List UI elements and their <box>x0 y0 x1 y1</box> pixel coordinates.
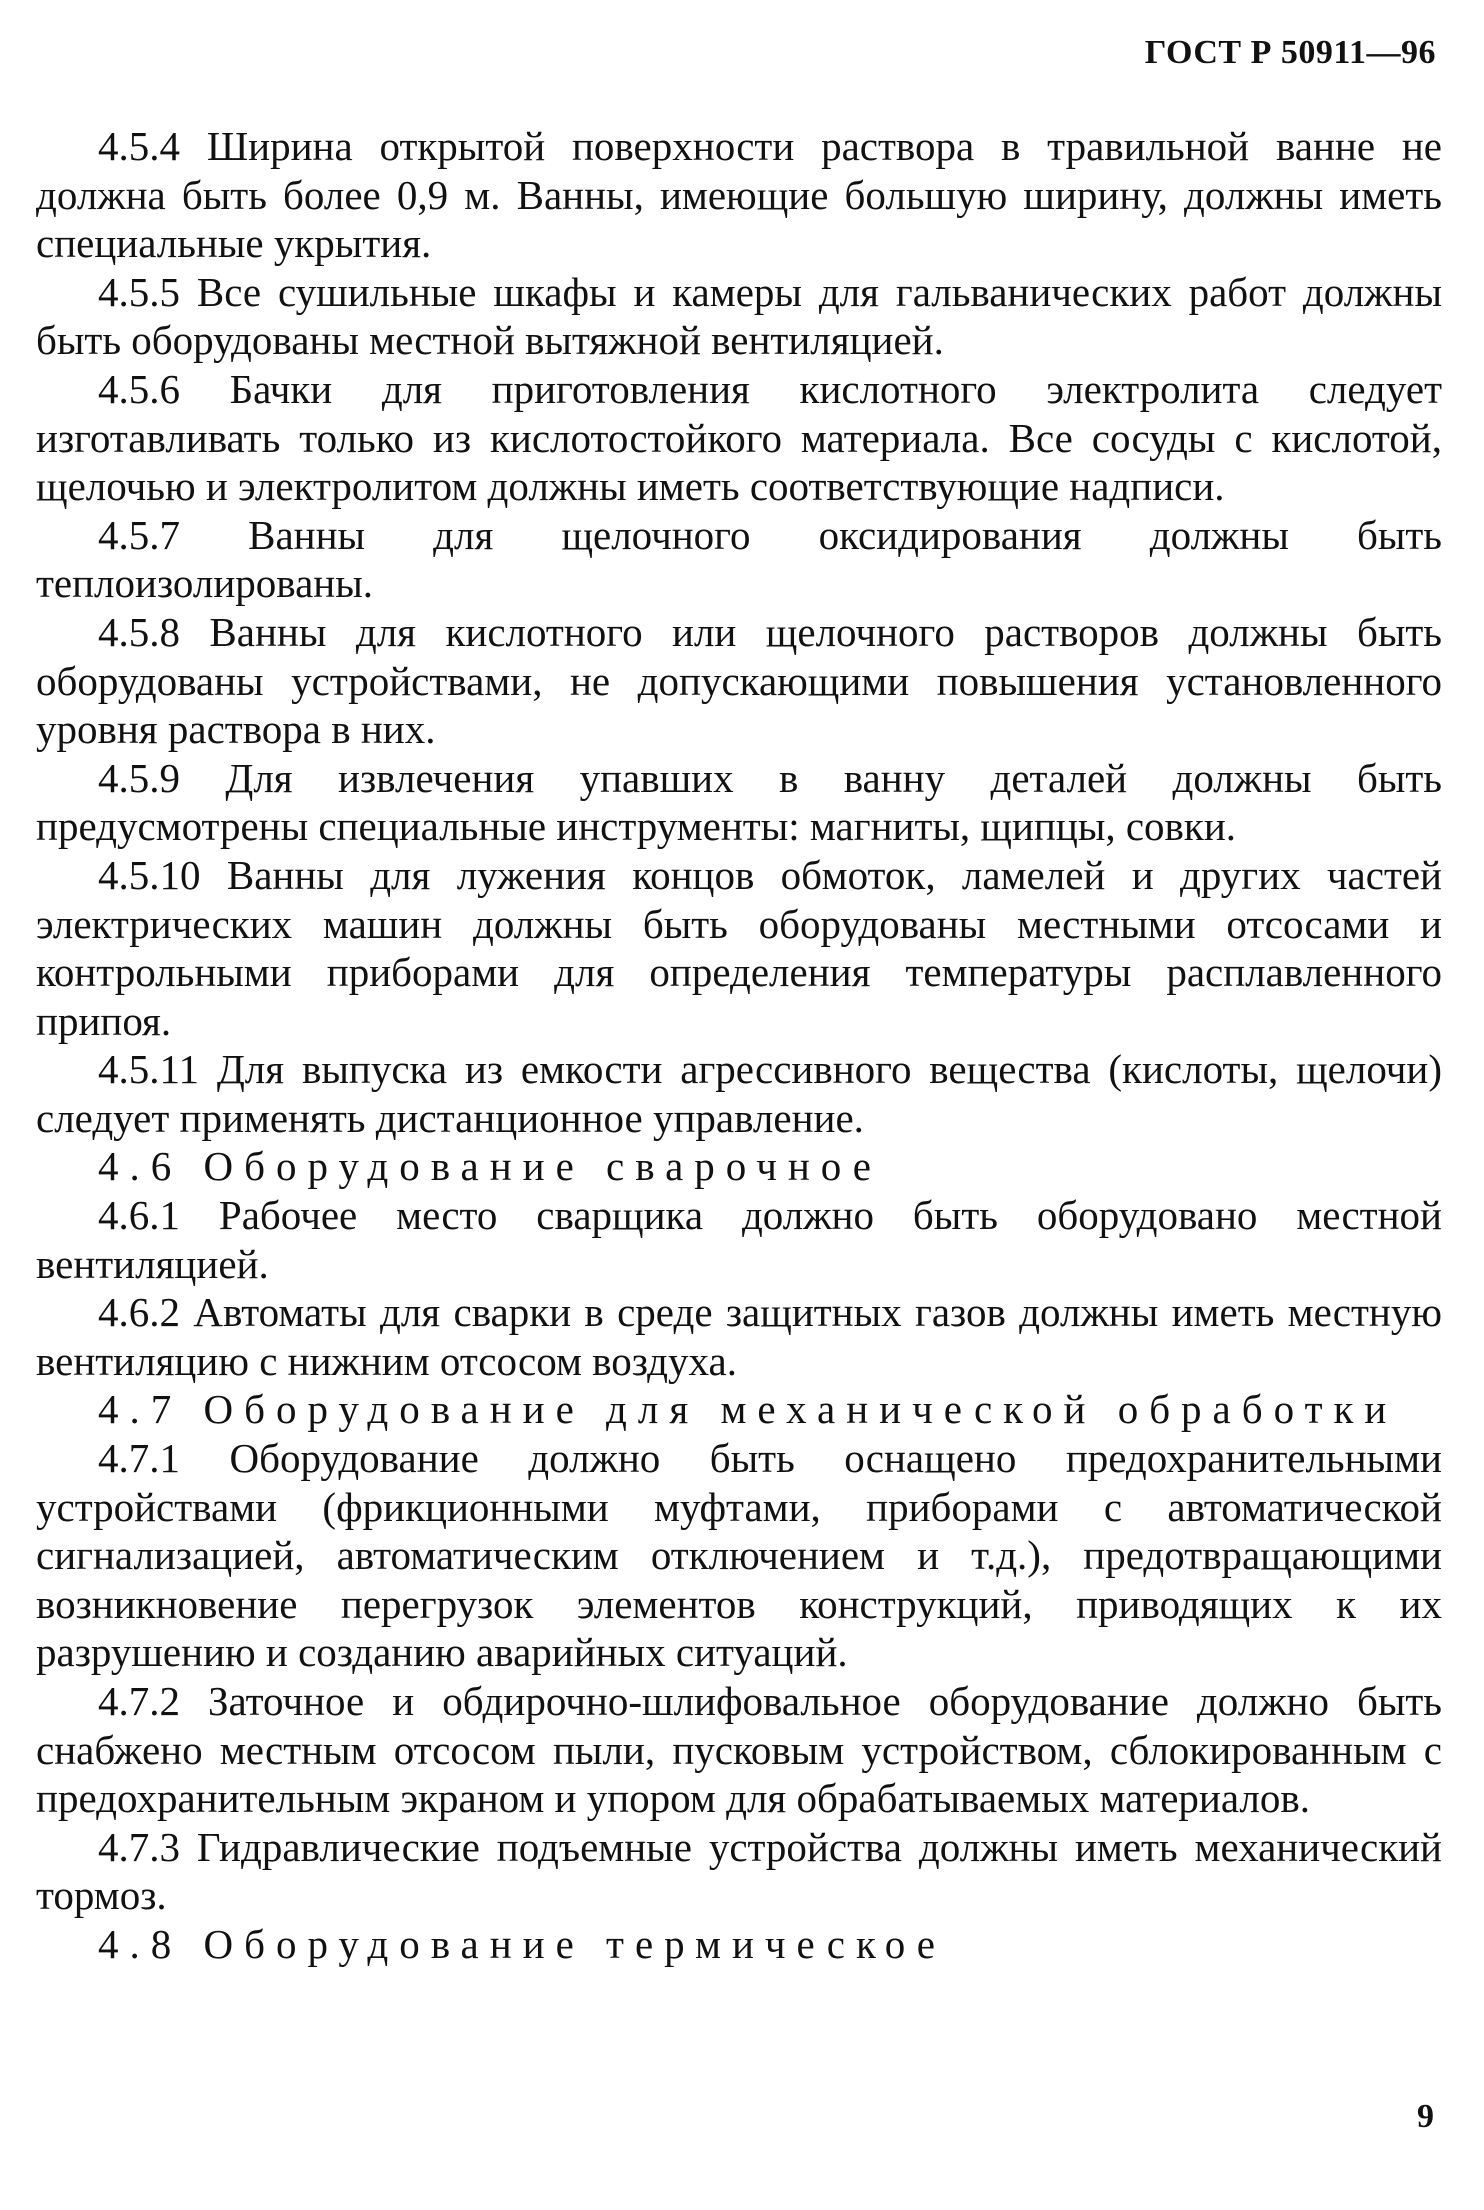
clause-4-5-4: 4.5.4 Ширина открытой поверхности раствора в травильной ванне не должна быть более 0,9 м. Ванны, имеющие большую ширину, должны иметь специальные укрытия. <box>36 123 1442 267</box>
section-heading-4-7: 4.7 Оборудование для механической обработки <box>98 1386 1398 1433</box>
clause-4-5-8: 4.5.8 Ванны для кислотного или щелочного растворов должны быть оборудованы устройствами, не допускающими повышения установленного уровня раствора в них. <box>36 608 1442 753</box>
clause-4-5-5: 4.5.5 Все сушильные шкафы и камеры для гальванических работ должны быть оборудованы местной вытяжной вентиляцией. <box>36 268 1442 364</box>
clause-4-7-2: 4.7.2 Заточное и обдирочно-шлифовальное оборудование должно быть снабжено местным отсосом пыли, пусковым устройством, сблокированным с предохранительным экраном и упором для обрабатываемых материалов. <box>36 1678 1442 1822</box>
section-heading-4-8: 4.8 Оборудование термическое <box>98 1920 947 1967</box>
clause-4-5-11: 4.5.11 Для выпуска из емкости агрессивного вещества (кислоты, щелочи) следует применять дистанционное управление. <box>36 1046 1442 1141</box>
clause-4-5-6: 4.5.6 Бачки для приготовления кислотного электролита следует изготавливать только из кислотостойкого материала. Все сосуды с кислотой, щелочью и электролитом должны иметь соответствующие надписи. <box>36 365 1442 510</box>
clause-4-5-9: 4.5.9 Для извлечения упавших в ванну деталей должны быть предусмотрены специальные инструменты: магниты, щипцы, совки. <box>36 754 1442 850</box>
document-code: ГОСТ Р 50911—96 <box>1144 34 1436 71</box>
clause-4-7-3: 4.7.3 Гидравлические подъемные устройства должны иметь механический тормоз. <box>36 1823 1442 1919</box>
clause-4-6-2: 4.6.2 Автоматы для сварки в среде защитных газов должны иметь местную вентиляцию с нижним отсосом воздуха. <box>36 1289 1442 1384</box>
page-number: 9 <box>1417 2098 1434 2135</box>
clause-4-5-7: 4.5.7 Ванны для щелочного оксидирования должны быть теплоизолированы. <box>36 511 1442 607</box>
section-heading-4-6: 4.6 Оборудование сварочное <box>98 1143 882 1190</box>
body-text <box>36 122 1442 1969</box>
clause-4-5-10: 4.5.10 Ванны для лужения концов обмоток, ламелей и других частей электрических машин должны быть оборудованы местными отсосами и контрольными приборами для определения температуры расплавленного припоя. <box>36 851 1442 1044</box>
clause-4-6-1: 4.6.1 Рабочее место сварщика должно быть оборудовано местной вентиляцией. <box>36 1192 1442 1287</box>
clause-4-7-1: 4.7.1 Оборудование должно быть оснащено предохранительными устройствами (фрикционными муфтами, приборами с автоматической сигнализацией, автоматическим отключением и т.д.), предотвращающими возникновение перегрузок элементов конструкций, приводящих к их разрушению и созданию аварийных ситуаций. <box>36 1435 1442 1676</box>
